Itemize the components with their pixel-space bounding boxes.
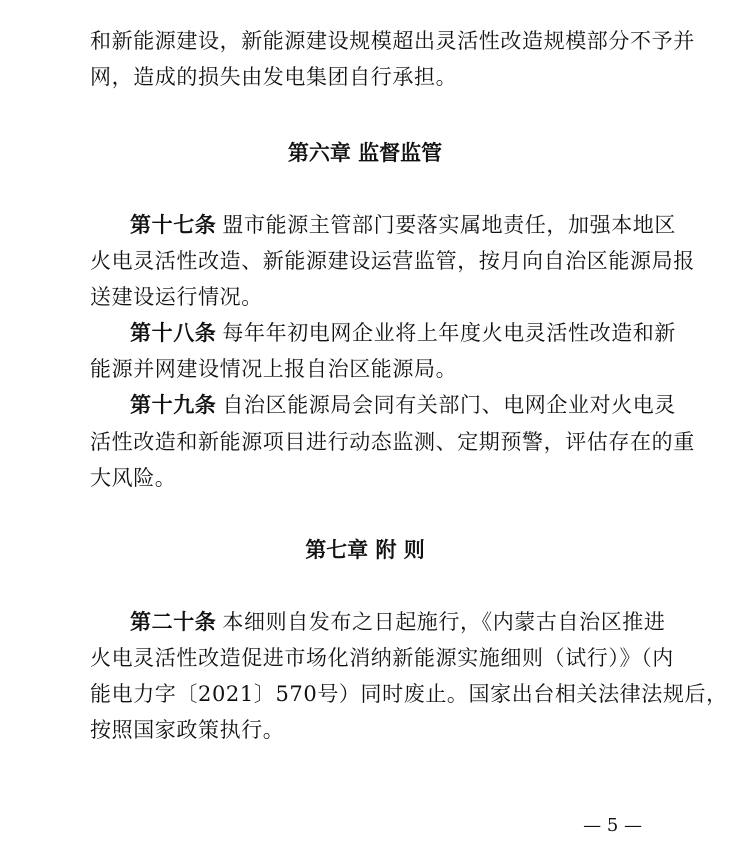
paragraph-line: 网，造成的损失由发电集团自行承担。 <box>90 65 458 89</box>
article-18-line: 能源并网建设情况上报自治区能源局。 <box>90 357 458 381</box>
article-19-title: 第十九条 <box>130 393 217 417</box>
article-20-line: 火电灵活性改造促进市场化消纳新能源实施细则（试行）》（内 <box>90 646 674 670</box>
article-17-text: 盟市能源主管部门要落实属地责任，加强本地区 <box>222 213 677 237</box>
article-19-line: 活性改造和新能源项目进行动态监测、定期预警，评估存在的重 <box>90 430 695 454</box>
article-20-line: 按照国家政策执行。 <box>90 718 285 742</box>
chapter-6-heading: 第六章 监督监管 <box>287 141 443 165</box>
article-17-line: 火电灵活性改造、新能源建设运营监管，按月向自治区能源局报 <box>90 249 695 273</box>
paragraph-line: 和新能源建设，新能源建设规模超出灵活性改造规模部分不予并 <box>90 29 695 53</box>
article-20-line: 能电力字〔2021〕570号）同时废止。国家出台相关法律法规后， <box>90 682 728 706</box>
article-20-first-line <box>130 607 666 637</box>
article-18-title: 第十八条 <box>130 321 217 345</box>
article-19-first-line <box>130 390 677 420</box>
article-20-title: 第二十条 <box>130 610 217 634</box>
article-19-line: 大风险。 <box>90 466 177 490</box>
chapter-7-heading: 第七章 附 则 <box>305 538 425 562</box>
article-18-text: 每年年初电网企业将上年度火电灵活性改造和新 <box>222 321 677 345</box>
page-number: — 5 — <box>583 815 642 836</box>
article-18-first-line <box>130 318 677 348</box>
article-20-text: 本细则自发布之日起施行，《内蒙古自治区推进 <box>222 610 666 634</box>
article-17-first-line <box>130 210 677 240</box>
article-17-line: 送建设运行情况。 <box>90 285 263 309</box>
article-17-title: 第十七条 <box>130 213 217 237</box>
article-19-text: 自治区能源局会同有关部门、电网企业对火电灵 <box>222 393 677 417</box>
